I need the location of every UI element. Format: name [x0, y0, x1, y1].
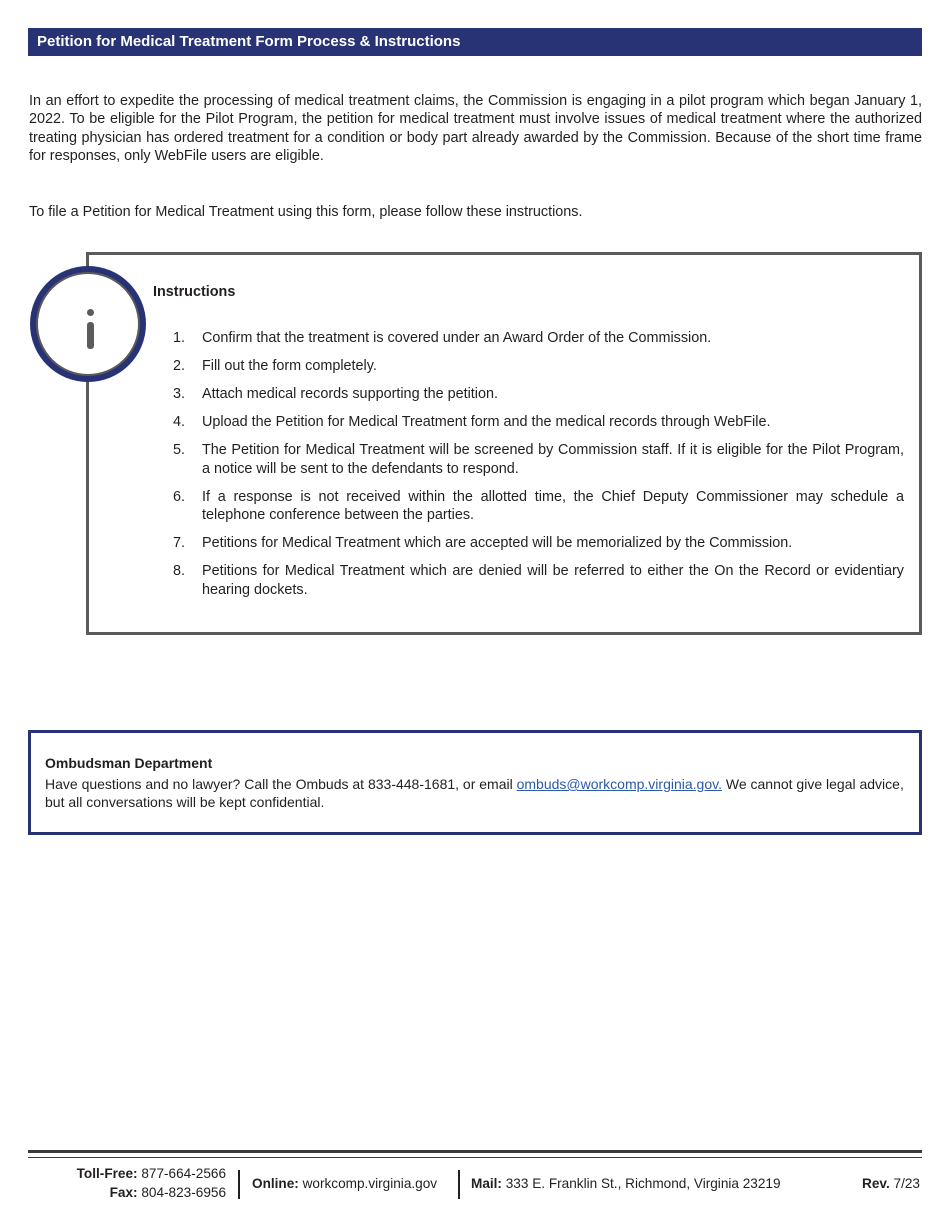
list-item-number: 8.: [173, 563, 186, 579]
instructions-list: [173, 329, 904, 609]
footer-rev-value: 7/23: [893, 1176, 920, 1191]
ombudsman-text-before: Have questions and no lawyer? Call the Ombuds at 833-448-1681, or email: [45, 776, 517, 792]
list-item: [173, 488, 904, 525]
footer-phone: [40, 1164, 226, 1202]
footer-fax-value: 804-823-6956: [141, 1185, 226, 1200]
footer-rev-label: Rev.: [862, 1176, 890, 1191]
ombudsman-text: [45, 775, 905, 812]
instructions-heading: Instructions: [153, 284, 236, 300]
list-item-number: 4.: [173, 414, 186, 430]
footer-separator: [238, 1170, 240, 1199]
list-item-text: Confirm that the treatment is covered under an Award Order of the Commission.: [202, 330, 712, 346]
list-item-number: 6.: [173, 488, 186, 505]
list-item: [173, 441, 904, 478]
footer-mail: [471, 1174, 781, 1193]
list-item-number: 2.: [173, 358, 186, 374]
footer-tollfree-value: 877-664-2566: [141, 1166, 226, 1181]
footer-separator: [458, 1170, 460, 1199]
ombudsman-email-link[interactable]: ombuds@workcomp.virginia.gov.: [516, 776, 722, 792]
list-item: [173, 329, 904, 348]
list-item-number: 7.: [173, 535, 186, 551]
page-title: Petition for Medical Treatment Form Process & Instructions: [28, 28, 922, 56]
list-item-number: 3.: [173, 386, 186, 402]
ombudsman-title: Ombudsman Department: [45, 755, 213, 771]
footer-tollfree-label: Toll-Free:: [76, 1166, 138, 1181]
instructions-lead: To file a Petition for Medical Treatment using this form, please follow these instructions.: [29, 204, 583, 220]
list-item-text: Fill out the form completely.: [202, 358, 377, 374]
footer-online-value: workcomp.virginia.gov: [302, 1176, 438, 1191]
intro-paragraph: In an effort to expedite the processing of medical treatment claims, the Commission is engaging in a pilot program which began January 1, 2022. To be eligible for the Pilot Program, the petition for medical treatment must involve issues of medical treatment where the authorized treating physician has ordered treatment for a condition or body part already awarded by the Commission. Because of the short time frame for responses, only WebFile users are eligible.: [29, 93, 922, 164]
footer-online: [252, 1174, 437, 1193]
info-icon: [30, 266, 146, 382]
list-item: [173, 562, 904, 599]
ombudsman-text-after: We cannot give legal advice, but all conversations will be kept confidential.: [45, 776, 904, 811]
list-item: [173, 357, 904, 376]
info-icon-dot: [87, 309, 94, 316]
footer-online-label: Online:: [252, 1176, 299, 1191]
footer-mail-label: Mail:: [471, 1176, 502, 1191]
list-item-text: If a response is not received within the allotted time, the Chief Deputy Commissioner may schedule a telephone conference between the parties.: [202, 488, 904, 523]
footer-tollfree: [40, 1164, 226, 1183]
list-item: [173, 385, 904, 404]
list-item-text: Petitions for Medical Treatment which are denied will be referred to either the On the Record or evidentiary hearing dockets.: [202, 563, 904, 598]
footer-fax-label: Fax:: [109, 1185, 138, 1200]
list-item-text: Petitions for Medical Treatment which are accepted will be memorialized by the Commission.: [202, 535, 793, 551]
list-item: [173, 534, 904, 553]
list-item: [173, 413, 904, 432]
footer-fax: [40, 1183, 226, 1202]
footer-divider: [28, 1150, 922, 1153]
list-item-text: Attach medical records supporting the petition.: [202, 386, 498, 402]
list-item-number: 5.: [173, 442, 186, 458]
footer-revision: [840, 1174, 920, 1193]
info-icon-stem: [87, 322, 94, 349]
list-item-number: 1.: [173, 330, 186, 346]
info-icon-inner: [36, 272, 140, 376]
list-item-text: Upload the Petition for Medical Treatment form and the medical records through WebFile.: [202, 414, 771, 430]
list-item-text: The Petition for Medical Treatment will be screened by Commission staff. If it is eligible for the Pilot Program, a notice will be sent to the defendants to respond.: [202, 442, 904, 477]
footer-mail-value: 333 E. Franklin St., Richmond, Virginia 23219: [505, 1176, 781, 1191]
footer-divider-thin: [28, 1157, 922, 1158]
